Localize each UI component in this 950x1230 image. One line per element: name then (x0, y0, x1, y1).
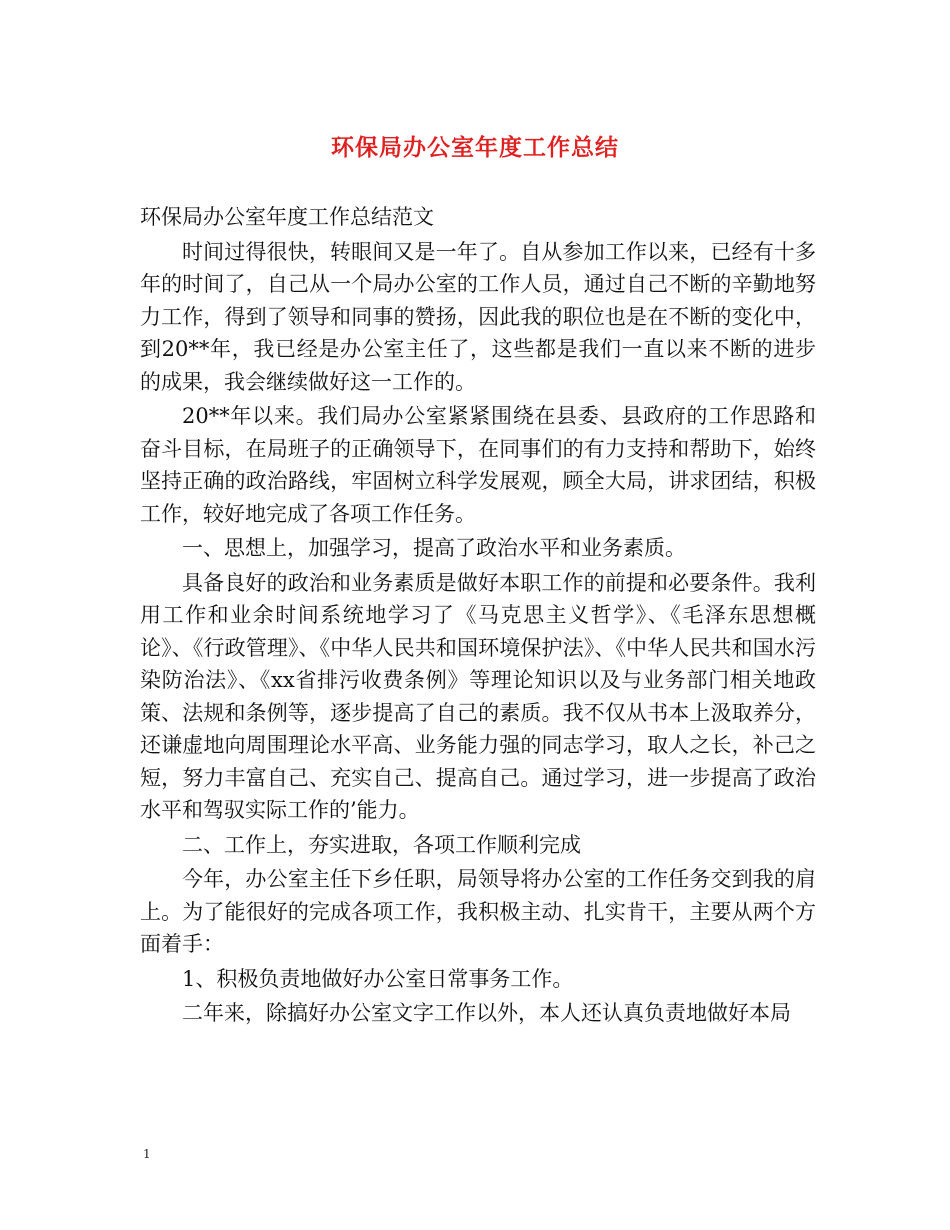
paragraph: 具备良好的政治和业务素质是做好本职工作的前提和必要条件。我利用工作和业余时间系统地学习了《马克思主义哲学》、《毛泽东思想概论》、《行政管理》、《中华人民共和国环境保护法》、《中华人民共和国水污染防治法》、《xx省排污收费条例》等理论知识以及与业务部门相关地政策、法规和条例等，逐步提高了自己的素质。我不仅从书本上汲取养分，还谦虚地向周围理论水平高、业务能力强的同志学习，取人之长，补己之短，努力丰富自己、充实自己、提高自己。通过学习，进一步提高了政治水平和驾驭实际工作的’能力。 (140, 570, 816, 822)
section-heading: 二、工作上，夯实进取，各项工作顺利完成 (182, 832, 581, 857)
paragraph: 今年，办公室主任下乡任职，局领导将办公室的工作任务交到我的肩上。为了能很好的完成各项工作，我积极主动、扎实肯干，主要从两个方面着手： (140, 867, 816, 956)
paragraph: 时间过得很快，转眼间又是一年了。自从参加工作以来，已经有十多年的时间了，自己从一个局办公室的工作人员，通过自己不断的辛勤地努力工作，得到了领导和同事的赞扬，因此我的职位也是在不断的变化中，到20**年，我已经是办公室主任了，这些都是我们一直以来不断的进步的成果，我会继续做好这一工作的。 (140, 239, 816, 394)
page-number: 1 (143, 1147, 151, 1161)
document-body (140, 201, 816, 1032)
paragraph: 20**年以来。我们局办公室紧紧围绕在县委、县政府的工作思路和奋斗目标，在局班子的正确领导下，在同事们的有力支持和帮助下，始终坚持正确的政治路线，牢固树立科学发展观，顾全大局，讲求团结，积极工作，较好地完成了各项工作任务。 (140, 404, 816, 526)
document-subtitle: 环保局办公室年度工作总结范文 (140, 205, 434, 229)
list-item: 1、积极负责地做好办公室日常事务工作。 (182, 966, 574, 991)
section-heading: 一、思想上，加强学习，提高了政治水平和业务素质。 (182, 536, 686, 560)
paragraph: 二年来，除搞好办公室文字工作以外，本人还认真负责地做好本局 (182, 1001, 791, 1025)
document-title: 环保局办公室年度工作总结 (331, 134, 619, 161)
